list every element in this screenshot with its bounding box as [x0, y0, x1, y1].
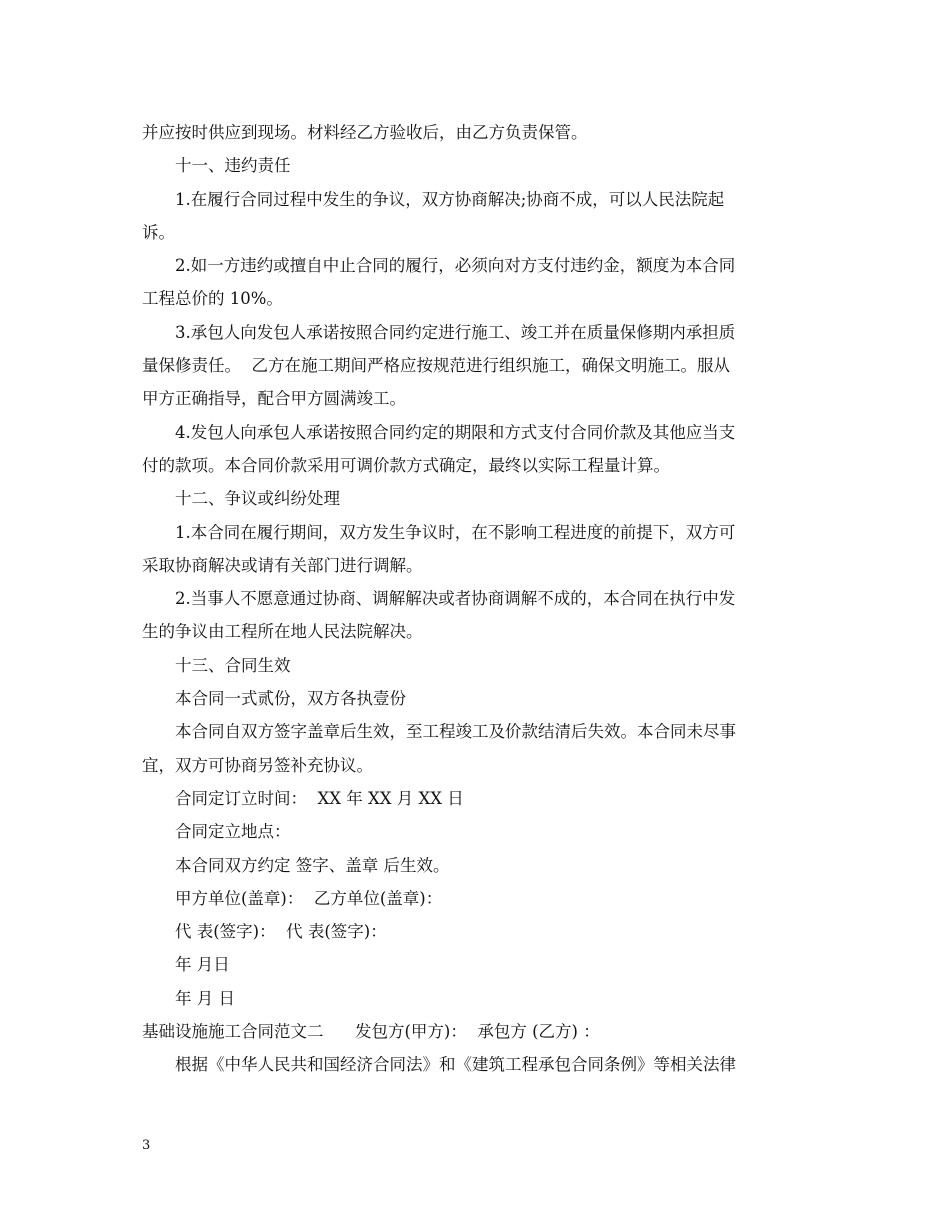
text-line: 2.如一方违约或擅自中止合同的履行，必须向对方支付违约金，额度为本合同	[175, 256, 736, 276]
text-line: 4.发包人向承包人承诺按照合同约定的期限和方式支付合同价款及其他应当支	[175, 422, 736, 442]
text-line: 代 表(签字)： 代 表(签字)：	[175, 922, 387, 942]
text-line: 并应按时供应到现场。材料经乙方验收后，由乙方负责保管。	[142, 123, 588, 142]
text-line: 合同定订立时间： XX 年 XX 月 XX 日	[175, 788, 464, 808]
text-line: 年 月 日	[175, 988, 235, 1008]
text-line: 甲方单位(盖章)： 乙方单位(盖章)：	[175, 888, 443, 908]
text-line: 十一、违约责任	[175, 156, 291, 176]
text-line: 甲方正确指导，配合甲方圆满竣工。	[142, 389, 406, 409]
text-line: 根据《中华人民共和国经济合同法》和《建筑工程承包合同条例》等相关法律	[175, 1055, 736, 1075]
text-line: 1.本合同在履行期间，双方发生争议时，在不影响工程进度的前提下，双方可	[175, 522, 736, 542]
text-line: 付的款项。本合同价款采用可调价款方式确定，最终以实际工程量计算。	[142, 455, 670, 475]
text-line: 工程总价的 10%。	[142, 289, 283, 309]
page-number: 3	[142, 1138, 151, 1153]
text-line: 采取协商解决或请有关部门进行调解。	[142, 555, 423, 575]
text-line: 3.承包人向发包人承诺按照合同约定进行施工、竣工并在质量保修期内承担质	[175, 322, 736, 342]
text-line: 十三、合同生效	[175, 655, 291, 675]
text-line: 本合同自双方签字盖章后生效，至工程竣工及价款结清后失效。本合同未尽事	[175, 722, 736, 742]
text-line: 十二、争议或纠纷处理	[175, 489, 340, 509]
document-body	[142, 116, 812, 1082]
text-line: 基础设施施工合同范文二 发包方(甲方)： 承包方 (乙方) ：	[142, 1022, 600, 1042]
text-line: 生的争议由工程所在地人民法院解决。	[142, 622, 423, 642]
text-line: 量保修责任。 乙方在施工期间严格应按规范进行组织施工，确保文明施工。服从	[142, 356, 730, 376]
text-line: 本合同双方约定 签字、盖章 后生效。	[175, 855, 450, 875]
text-line: 诉。	[142, 222, 175, 242]
text-line: 年 月日	[175, 955, 230, 975]
text-line: 1.在履行合同过程中发生的争议，双方协商解决;协商不成，可以人民法院起	[175, 189, 725, 209]
text-line: 宜，双方可协商另签补充协议。	[142, 755, 373, 775]
text-line: 2.当事人不愿意通过协商、调解解决或者协商调解不成的，本合同在执行中发	[175, 589, 736, 609]
text-line: 本合同一式贰份，双方各执壹份	[175, 689, 406, 709]
text-line: 合同定立地点：	[175, 822, 291, 842]
